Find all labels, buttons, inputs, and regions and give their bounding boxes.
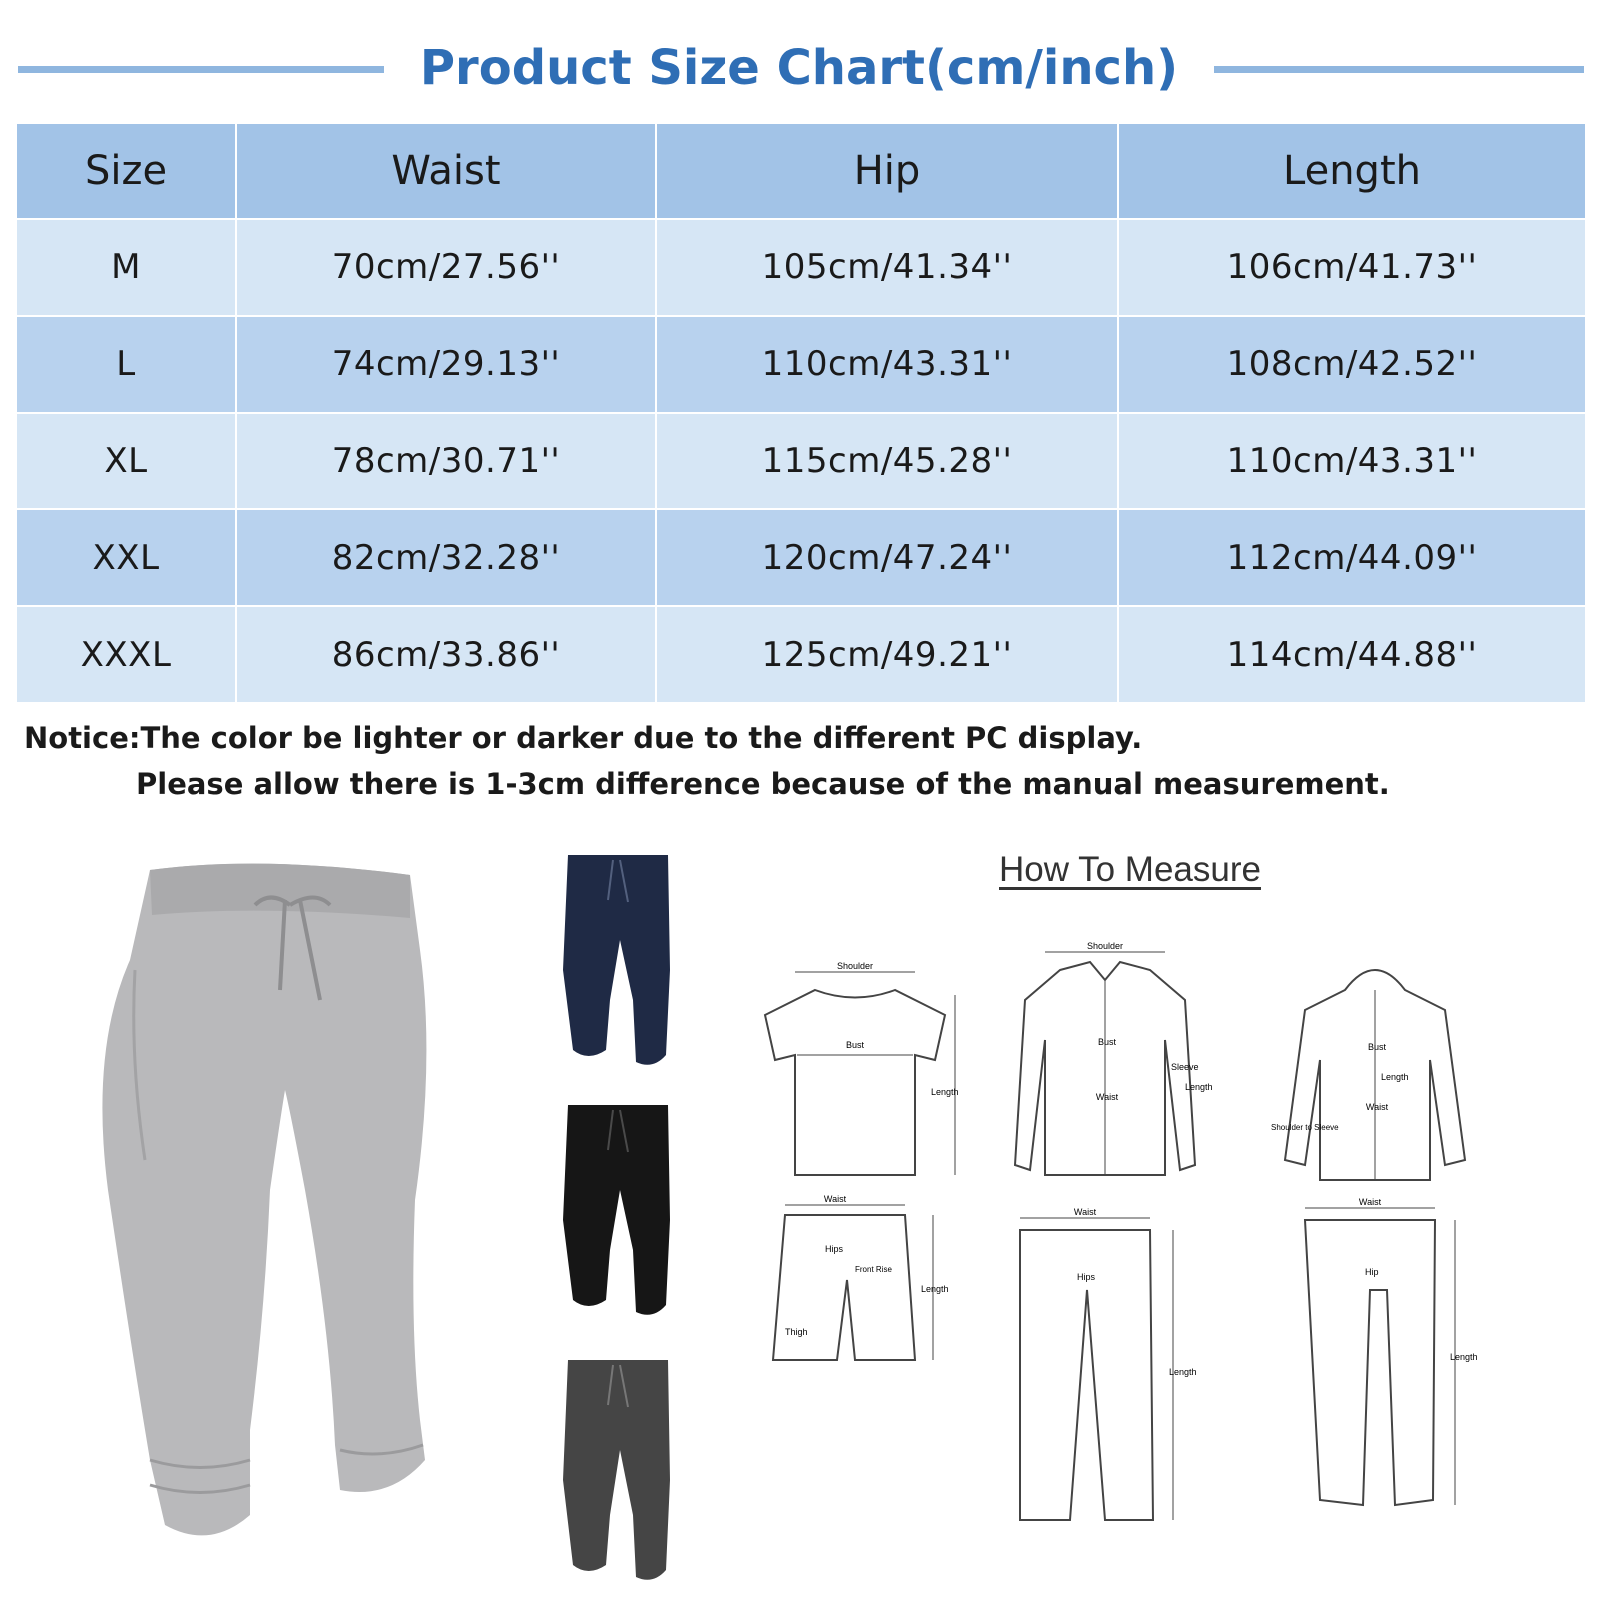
label-length-joggers: Length	[1450, 1352, 1478, 1362]
label-shoulder: Shoulder	[836, 961, 874, 971]
label-waist-hoodie: Waist	[1365, 1102, 1389, 1112]
header-size: Size	[16, 123, 236, 219]
cell-hip: 115cm/45.28''	[656, 413, 1118, 510]
label-length-shirt: Length	[1185, 1082, 1213, 1092]
title-divider-left	[18, 66, 384, 73]
header-length: Length	[1118, 123, 1586, 219]
size-chart-table	[15, 122, 1587, 704]
label-bust-hoodie: Bust	[1367, 1042, 1387, 1052]
cell-length: 110cm/43.31''	[1118, 413, 1586, 510]
label-waist-shirt: Waist	[1095, 1092, 1119, 1102]
joggers-diagram-icon	[1285, 1197, 1505, 1540]
page-title: Product Size Chart(cm/inch)	[419, 40, 1179, 96]
title-row	[0, 28, 1600, 108]
label-bust-shirt: Bust	[1097, 1037, 1117, 1047]
cell-size: XL	[16, 413, 236, 510]
navy-jogger-pants-icon	[558, 850, 678, 1080]
label-length-hoodie: Length	[1381, 1072, 1409, 1082]
cell-length: 112cm/44.09''	[1118, 509, 1586, 606]
table-row	[16, 606, 1586, 703]
header-hip: Hip	[656, 123, 1118, 219]
cell-size: M	[16, 219, 236, 316]
tshirt-diagram-icon	[755, 960, 975, 1200]
cell-size: L	[16, 316, 236, 413]
label-waist-trousers: Waist	[1073, 1207, 1097, 1217]
label-waist-shorts: Waist	[823, 1194, 847, 1204]
cell-hip: 125cm/49.21''	[656, 606, 1118, 703]
gray-jogger-pants-icon	[90, 860, 450, 1560]
how-to-measure-title: How To Measure	[999, 850, 1261, 889]
label-bust: Bust	[845, 1040, 865, 1050]
title-divider-right	[1214, 66, 1584, 73]
trousers-diagram-icon	[1005, 1207, 1225, 1540]
shorts-diagram-icon	[755, 1194, 975, 1400]
cell-waist: 82cm/32.28''	[236, 509, 656, 606]
cell-waist: 78cm/30.71''	[236, 413, 656, 510]
cell-hip: 120cm/47.24''	[656, 509, 1118, 606]
cell-hip: 110cm/43.31''	[656, 316, 1118, 413]
notice-text	[24, 715, 1584, 807]
label-hips-trousers: Hips	[1077, 1272, 1096, 1282]
label-length-shorts: Length	[921, 1284, 949, 1294]
table-row	[16, 316, 1586, 413]
label-length: Length	[931, 1087, 959, 1097]
label-waist-joggers: Waist	[1358, 1197, 1382, 1207]
header-waist: Waist	[236, 123, 656, 219]
notice-line-1: Notice:The color be lighter or darker due to the different PC display.	[24, 721, 1143, 755]
table-row	[16, 413, 1586, 510]
table-header-row	[16, 123, 1586, 219]
label-sleeve-shirt: Sleeve	[1171, 1062, 1199, 1072]
cell-waist: 70cm/27.56''	[236, 219, 656, 316]
how-to-measure-panel	[755, 840, 1515, 1580]
cell-waist: 74cm/29.13''	[236, 316, 656, 413]
cell-length: 108cm/42.52''	[1118, 316, 1586, 413]
cell-hip: 105cm/41.34''	[656, 219, 1118, 316]
label-length-trousers: Length	[1169, 1367, 1197, 1377]
black-jogger-pants-icon	[558, 1100, 678, 1330]
label-hip-joggers: Hip	[1365, 1267, 1379, 1277]
cell-length: 114cm/44.88''	[1118, 606, 1586, 703]
label-thigh: Thigh	[785, 1327, 808, 1337]
hoodie-diagram-icon	[1265, 950, 1495, 1200]
notice-line-2: Please allow there is 1-3cm difference because of the manual measurement.	[136, 767, 1390, 801]
table-row	[16, 219, 1586, 316]
cell-size: XXL	[16, 509, 236, 606]
label-shoulder-to-sleeve: Shoulder to Sleeve	[1271, 1123, 1339, 1132]
cell-size: XXXL	[16, 606, 236, 703]
table-row	[16, 509, 1586, 606]
label-front-rise: Front Rise	[855, 1265, 892, 1274]
label-hips-shorts: Hips	[825, 1244, 844, 1254]
charcoal-jogger-pants-icon	[558, 1355, 678, 1595]
label-shoulder-shirt: Shoulder	[1086, 941, 1124, 951]
cell-waist: 86cm/33.86''	[236, 606, 656, 703]
cell-length: 106cm/41.73''	[1118, 219, 1586, 316]
shirt-diagram-icon	[995, 940, 1215, 1200]
